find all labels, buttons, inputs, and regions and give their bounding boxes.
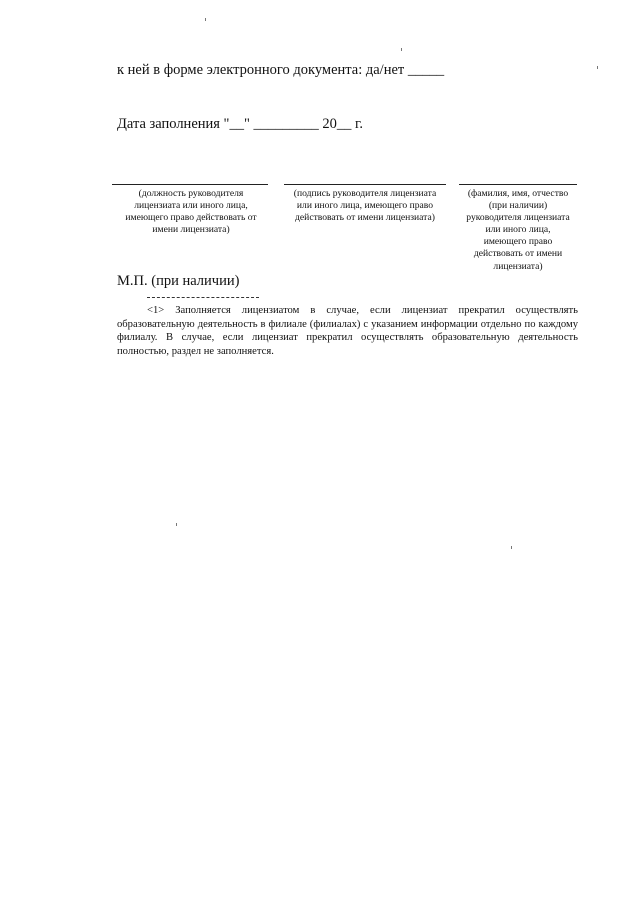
caption-line: руководителя лицензиата bbox=[466, 212, 570, 224]
caption-line: или иного лица, имеющего право bbox=[296, 200, 434, 212]
scan-speck bbox=[401, 48, 402, 51]
caption-line: лицензиата или иного лица, bbox=[134, 200, 248, 212]
caption-position bbox=[108, 188, 274, 236]
signature-line-position bbox=[112, 184, 268, 185]
caption-line: (фамилия, имя, отчество bbox=[467, 188, 569, 199]
caption-line: (подпись руководителя лицензиата bbox=[293, 188, 437, 199]
scan-speck bbox=[511, 546, 512, 549]
signature-line-signature bbox=[284, 184, 446, 185]
caption-line: имени лицензиата) bbox=[152, 224, 230, 236]
caption-signature bbox=[279, 188, 451, 224]
caption-line: (при наличии) bbox=[488, 200, 548, 212]
signature-line-full-name bbox=[459, 184, 577, 185]
caption-line: действовать от имени bbox=[473, 248, 563, 260]
caption-line: имеющего право bbox=[483, 236, 553, 248]
fill-date-line: Дата заполнения "__" _________ 20__ г. bbox=[117, 116, 363, 132]
caption-line: имеющего право действовать от bbox=[125, 212, 257, 224]
scan-speck bbox=[597, 66, 598, 69]
caption-line: лицензиата) bbox=[493, 260, 543, 272]
footnote-separator bbox=[147, 297, 259, 298]
caption-full-name bbox=[453, 188, 583, 273]
footnote-text: <1> Заполняется лицензиатом в случае, если лицензиат прекратил осуществлять образовательную деятельность в филиале (филиалах) с указанием информации отдельно по каждому филиалу. В случае, если лицензиат прекратил осуществлять образовательную деятельность полностью, раздел не заполняется. bbox=[117, 305, 578, 357]
caption-line: действовать от имени лицензиата) bbox=[295, 212, 435, 224]
email-consent-line: к ней в форме электронного документа: да/нет _____ bbox=[117, 62, 445, 78]
seal-note: М.П. (при наличии) bbox=[117, 273, 240, 289]
scan-speck bbox=[176, 523, 177, 526]
scan-speck bbox=[205, 18, 206, 21]
caption-line: или иного лица, bbox=[485, 224, 551, 236]
caption-line: (должность руководителя bbox=[138, 188, 244, 199]
